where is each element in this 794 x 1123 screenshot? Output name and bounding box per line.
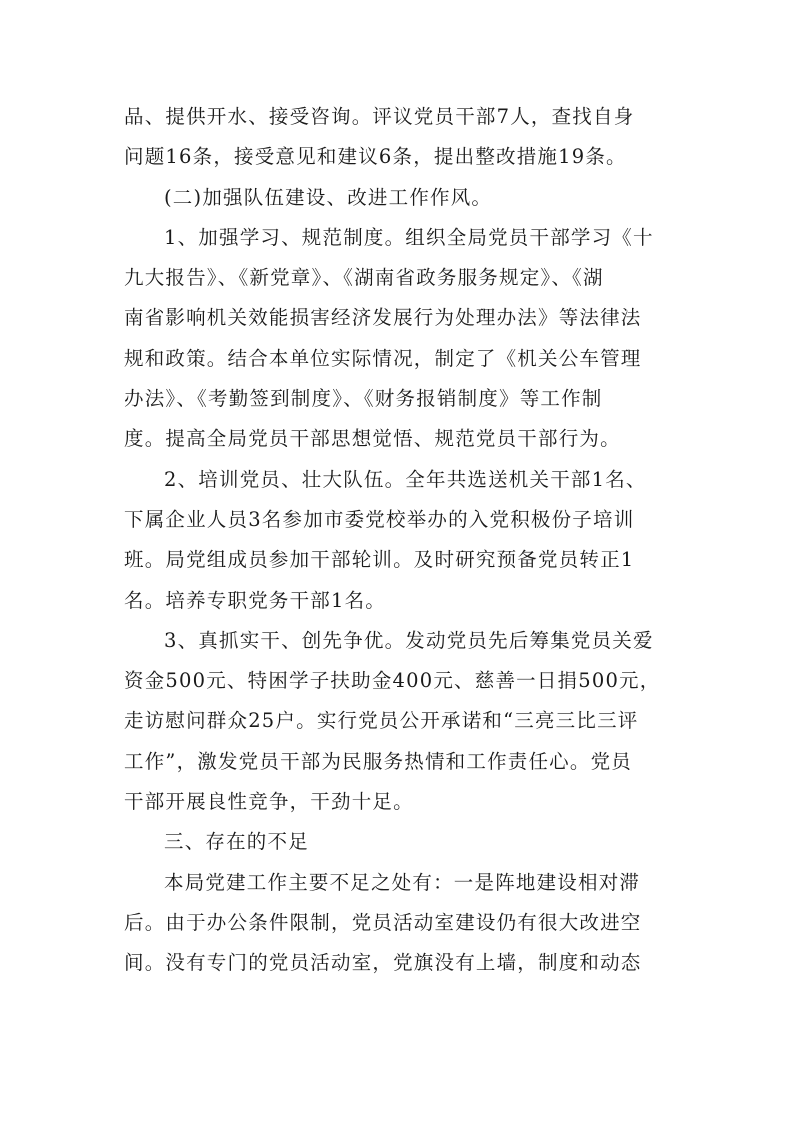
text-line: 资金500元、特困学子扶助金400元、慈善一日捐500元， xyxy=(124,669,661,693)
text-line: 南省影响机关效能损害经济发展行为处理办法》等法律法 xyxy=(124,306,642,330)
text-line: 规和政策。结合本单位实际情况，制定了《机关公车管理 xyxy=(124,346,642,370)
text-line: 工作”，激发党员干部为民服务热情和工作责任心。党员 xyxy=(124,749,632,773)
document-body xyxy=(124,97,664,984)
text-line: 后。由于办公条件限制，党员活动室建设仍有很大改进空 xyxy=(124,910,642,934)
text-line: 名。培养专职党务干部1名。 xyxy=(124,588,387,612)
text-line: 干部开展良性竞争，干劲十足。 xyxy=(124,790,414,814)
text-line: 问题16条，接受意见和建议6条，提出整改措施19条。 xyxy=(124,145,627,169)
text-line: 间。没有专门的党员活动室，党旗没有上墙，制度和动态 xyxy=(124,951,642,975)
paragraph-first-line: 1、加强学习、规范制度。组织全局党员干部学习《十 xyxy=(164,225,654,249)
text-line: 班。局党组成员参加干部轮训。及时研究预备党员转正1 xyxy=(124,548,635,572)
section-heading: 三、存在的不足 xyxy=(164,830,309,854)
section-heading: (二)加强队伍建设、改进工作作风。 xyxy=(164,185,493,209)
text-line: 度。提高全局党员干部思想觉悟、规范党员干部行为。 xyxy=(124,427,621,451)
text-line: 品、提供开水、接受咨询。评议党员干部7人，查找自身 xyxy=(124,105,635,128)
paragraph-first-line: 3、真抓实干、创先争优。发动党员先后筹集党员关爱 xyxy=(164,628,654,652)
paragraph-first-line: 2、培训党员、壮大队伍。全年共选送机关干部1名、 xyxy=(164,467,647,491)
text-line: 九大报告》、《新党章》、《湖南省政务服务规定》、《湖 xyxy=(124,266,604,290)
text-line: 下属企业人员3名参加市委党校举办的入党积极份子培训 xyxy=(124,507,635,531)
text-line: 办法》、《考勤签到制度》、《财务报销制度》等工作制 xyxy=(124,387,603,411)
text-line: 走访慰问群众25户。实行党员公开承诺和“三亮三比三评 xyxy=(124,709,639,733)
paragraph-first-line: 本局党建工作主要不足之处有：一是阵地建设相对滞 xyxy=(164,870,641,894)
